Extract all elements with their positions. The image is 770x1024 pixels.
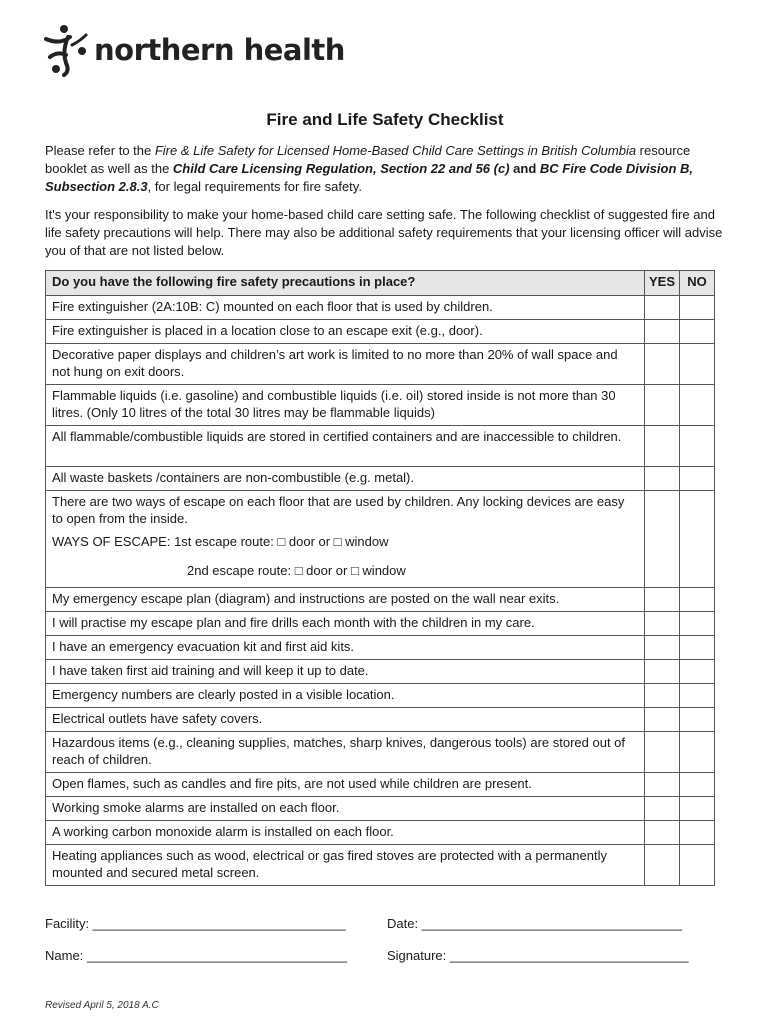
item-text: Open flames, such as candles and fire pits, are not used while children are present.	[46, 773, 645, 797]
yes-checkbox[interactable]	[644, 344, 679, 385]
regulation-reference: Child Care Licensing Regulation, Section 22 and 56 (c)	[172, 161, 510, 176]
yes-checkbox[interactable]	[644, 385, 679, 426]
no-checkbox[interactable]	[680, 612, 715, 636]
table-row-escape	[46, 491, 715, 588]
no-checkbox[interactable]	[680, 708, 715, 732]
yes-checkbox[interactable]	[644, 588, 679, 612]
yes-checkbox[interactable]	[644, 612, 679, 636]
northern-health-logo	[42, 22, 345, 78]
table-row	[46, 636, 715, 660]
item-text: I will practise my escape plan and fire drills each month with the children in my care.	[46, 612, 645, 636]
no-checkbox[interactable]	[680, 491, 715, 588]
yes-checkbox[interactable]	[644, 426, 679, 467]
table-row	[46, 612, 715, 636]
yes-checkbox[interactable]	[644, 708, 679, 732]
item-text: All flammable/combustible liquids are stored in certified containers and are inaccessible to children.	[46, 426, 645, 467]
intro-paragraph-2: It's your responsibility to make your home-based child care setting safe. The following checklist of suggested fire and life safety precautions will help. There may also be additional safety requirements that your licensing officer will advise you of that are not listed below.	[45, 207, 723, 258]
yes-checkbox[interactable]	[644, 467, 679, 491]
item-text: Flammable liquids (i.e. gasoline) and combustible liquids (i.e. oil) stored inside is not more than 30 litres. (Only 10 litres of the total 30 litres may be flammable liquids)	[46, 385, 645, 426]
table-row	[46, 320, 715, 344]
item-text: I have taken first aid training and will keep it up to date.	[46, 660, 645, 684]
table-row	[46, 773, 715, 797]
no-checkbox[interactable]	[680, 467, 715, 491]
table-row	[46, 684, 715, 708]
no-checkbox[interactable]	[680, 732, 715, 773]
intro-text: resource booklet as well as the	[45, 143, 691, 176]
signature-row-2	[45, 948, 725, 963]
table-row	[46, 426, 715, 467]
revision-note: Revised April 5, 2018 A.C	[45, 1000, 159, 1011]
yes-checkbox[interactable]	[644, 773, 679, 797]
no-checkbox[interactable]	[680, 684, 715, 708]
intro-text: and	[509, 161, 540, 176]
escape-route-2: 2nd escape route: □ door or □ window	[187, 563, 406, 578]
no-checkbox[interactable]	[680, 296, 715, 320]
yes-checkbox[interactable]	[644, 821, 679, 845]
yes-checkbox[interactable]	[644, 732, 679, 773]
facility-field[interactable]: Facility: ___________________________________	[45, 916, 346, 931]
item-text: There are two ways of escape on each floor that are used by children. Any locking devices are easy to open from the inside.	[52, 494, 625, 526]
yes-checkbox[interactable]	[644, 636, 679, 660]
no-checkbox[interactable]	[680, 845, 715, 886]
item-text: Fire extinguisher is placed in a location close to an escape exit (e.g., door).	[46, 320, 645, 344]
table-row	[46, 797, 715, 821]
table-row	[46, 708, 715, 732]
item-text: A working carbon monoxide alarm is installed on each floor.	[46, 821, 645, 845]
page-title: Fire and Life Safety Checklist	[266, 110, 504, 129]
booklet-title: Fire & Life Safety for Licensed Home-Based Child Care Settings in British Columbia	[154, 143, 637, 158]
yes-checkbox[interactable]	[644, 660, 679, 684]
fire-code-reference: BC Fire Code Division B, Subsection 2.8.3	[45, 161, 694, 194]
no-checkbox[interactable]	[680, 773, 715, 797]
no-checkbox[interactable]	[680, 821, 715, 845]
signature-field[interactable]: Signature: _________________________________	[387, 948, 689, 963]
table-row	[46, 588, 715, 612]
table-row	[46, 845, 715, 886]
table-row	[46, 821, 715, 845]
no-checkbox[interactable]	[680, 385, 715, 426]
yes-checkbox[interactable]	[644, 491, 679, 588]
question-header: Do you have the following fire safety precautions in place?	[46, 271, 645, 296]
logo-text: northern health	[94, 33, 345, 67]
northern-health-logo-icon	[42, 23, 90, 77]
item-text: Heating appliances such as wood, electrical or gas fired stoves are protected with a permanently mounted and secured metal screen.	[46, 845, 645, 886]
table-row	[46, 732, 715, 773]
table-row	[46, 344, 715, 385]
no-checkbox[interactable]	[680, 588, 715, 612]
item-text: Fire extinguisher (2A:10B: C) mounted on each floor that is used by children.	[46, 296, 645, 320]
intro-text: , for legal requirements for fire safety.	[147, 179, 362, 194]
yes-checkbox[interactable]	[644, 845, 679, 886]
escape-route-1: WAYS OF ESCAPE: 1st escape route: □ door or □ window	[52, 534, 389, 549]
no-checkbox[interactable]	[680, 636, 715, 660]
item-text: Working smoke alarms are installed on each floor.	[46, 797, 645, 821]
no-header: NO	[680, 271, 715, 296]
item-text: I have an emergency evacuation kit and first aid kits.	[46, 636, 645, 660]
date-field[interactable]: Date: ____________________________________	[387, 916, 682, 931]
yes-checkbox[interactable]	[644, 684, 679, 708]
no-checkbox[interactable]	[680, 660, 715, 684]
yes-checkbox[interactable]	[644, 296, 679, 320]
table-row	[46, 296, 715, 320]
no-checkbox[interactable]	[680, 797, 715, 821]
table-header-row	[46, 271, 715, 296]
intro-paragraph-1	[45, 142, 725, 196]
yes-checkbox[interactable]	[644, 797, 679, 821]
item-text: All waste baskets /containers are non-combustible (e.g. metal).	[46, 467, 645, 491]
safety-checklist-table	[45, 270, 715, 886]
yes-header: YES	[644, 271, 679, 296]
item-text: Hazardous items (e.g., cleaning supplies, matches, sharp knives, dangerous tools) are stored out of reach of children.	[46, 732, 645, 773]
no-checkbox[interactable]	[680, 344, 715, 385]
signature-row-1	[45, 916, 725, 931]
item-text: Decorative paper displays and children’s art work is limited to no more than 20% of wall space and not hung on exit doors.	[46, 344, 645, 385]
name-field[interactable]: Name: ____________________________________	[45, 948, 348, 963]
table-row	[46, 660, 715, 684]
item-text: Emergency numbers are clearly posted in a visible location.	[46, 684, 645, 708]
yes-checkbox[interactable]	[644, 320, 679, 344]
no-checkbox[interactable]	[680, 426, 715, 467]
table-row	[46, 467, 715, 491]
item-text: My emergency escape plan (diagram) and instructions are posted on the wall near exits.	[46, 588, 645, 612]
table-row	[46, 385, 715, 426]
intro-text: Please refer to the	[45, 143, 155, 158]
escape-cell	[46, 491, 645, 588]
item-text: Electrical outlets have safety covers.	[46, 708, 645, 732]
no-checkbox[interactable]	[680, 320, 715, 344]
